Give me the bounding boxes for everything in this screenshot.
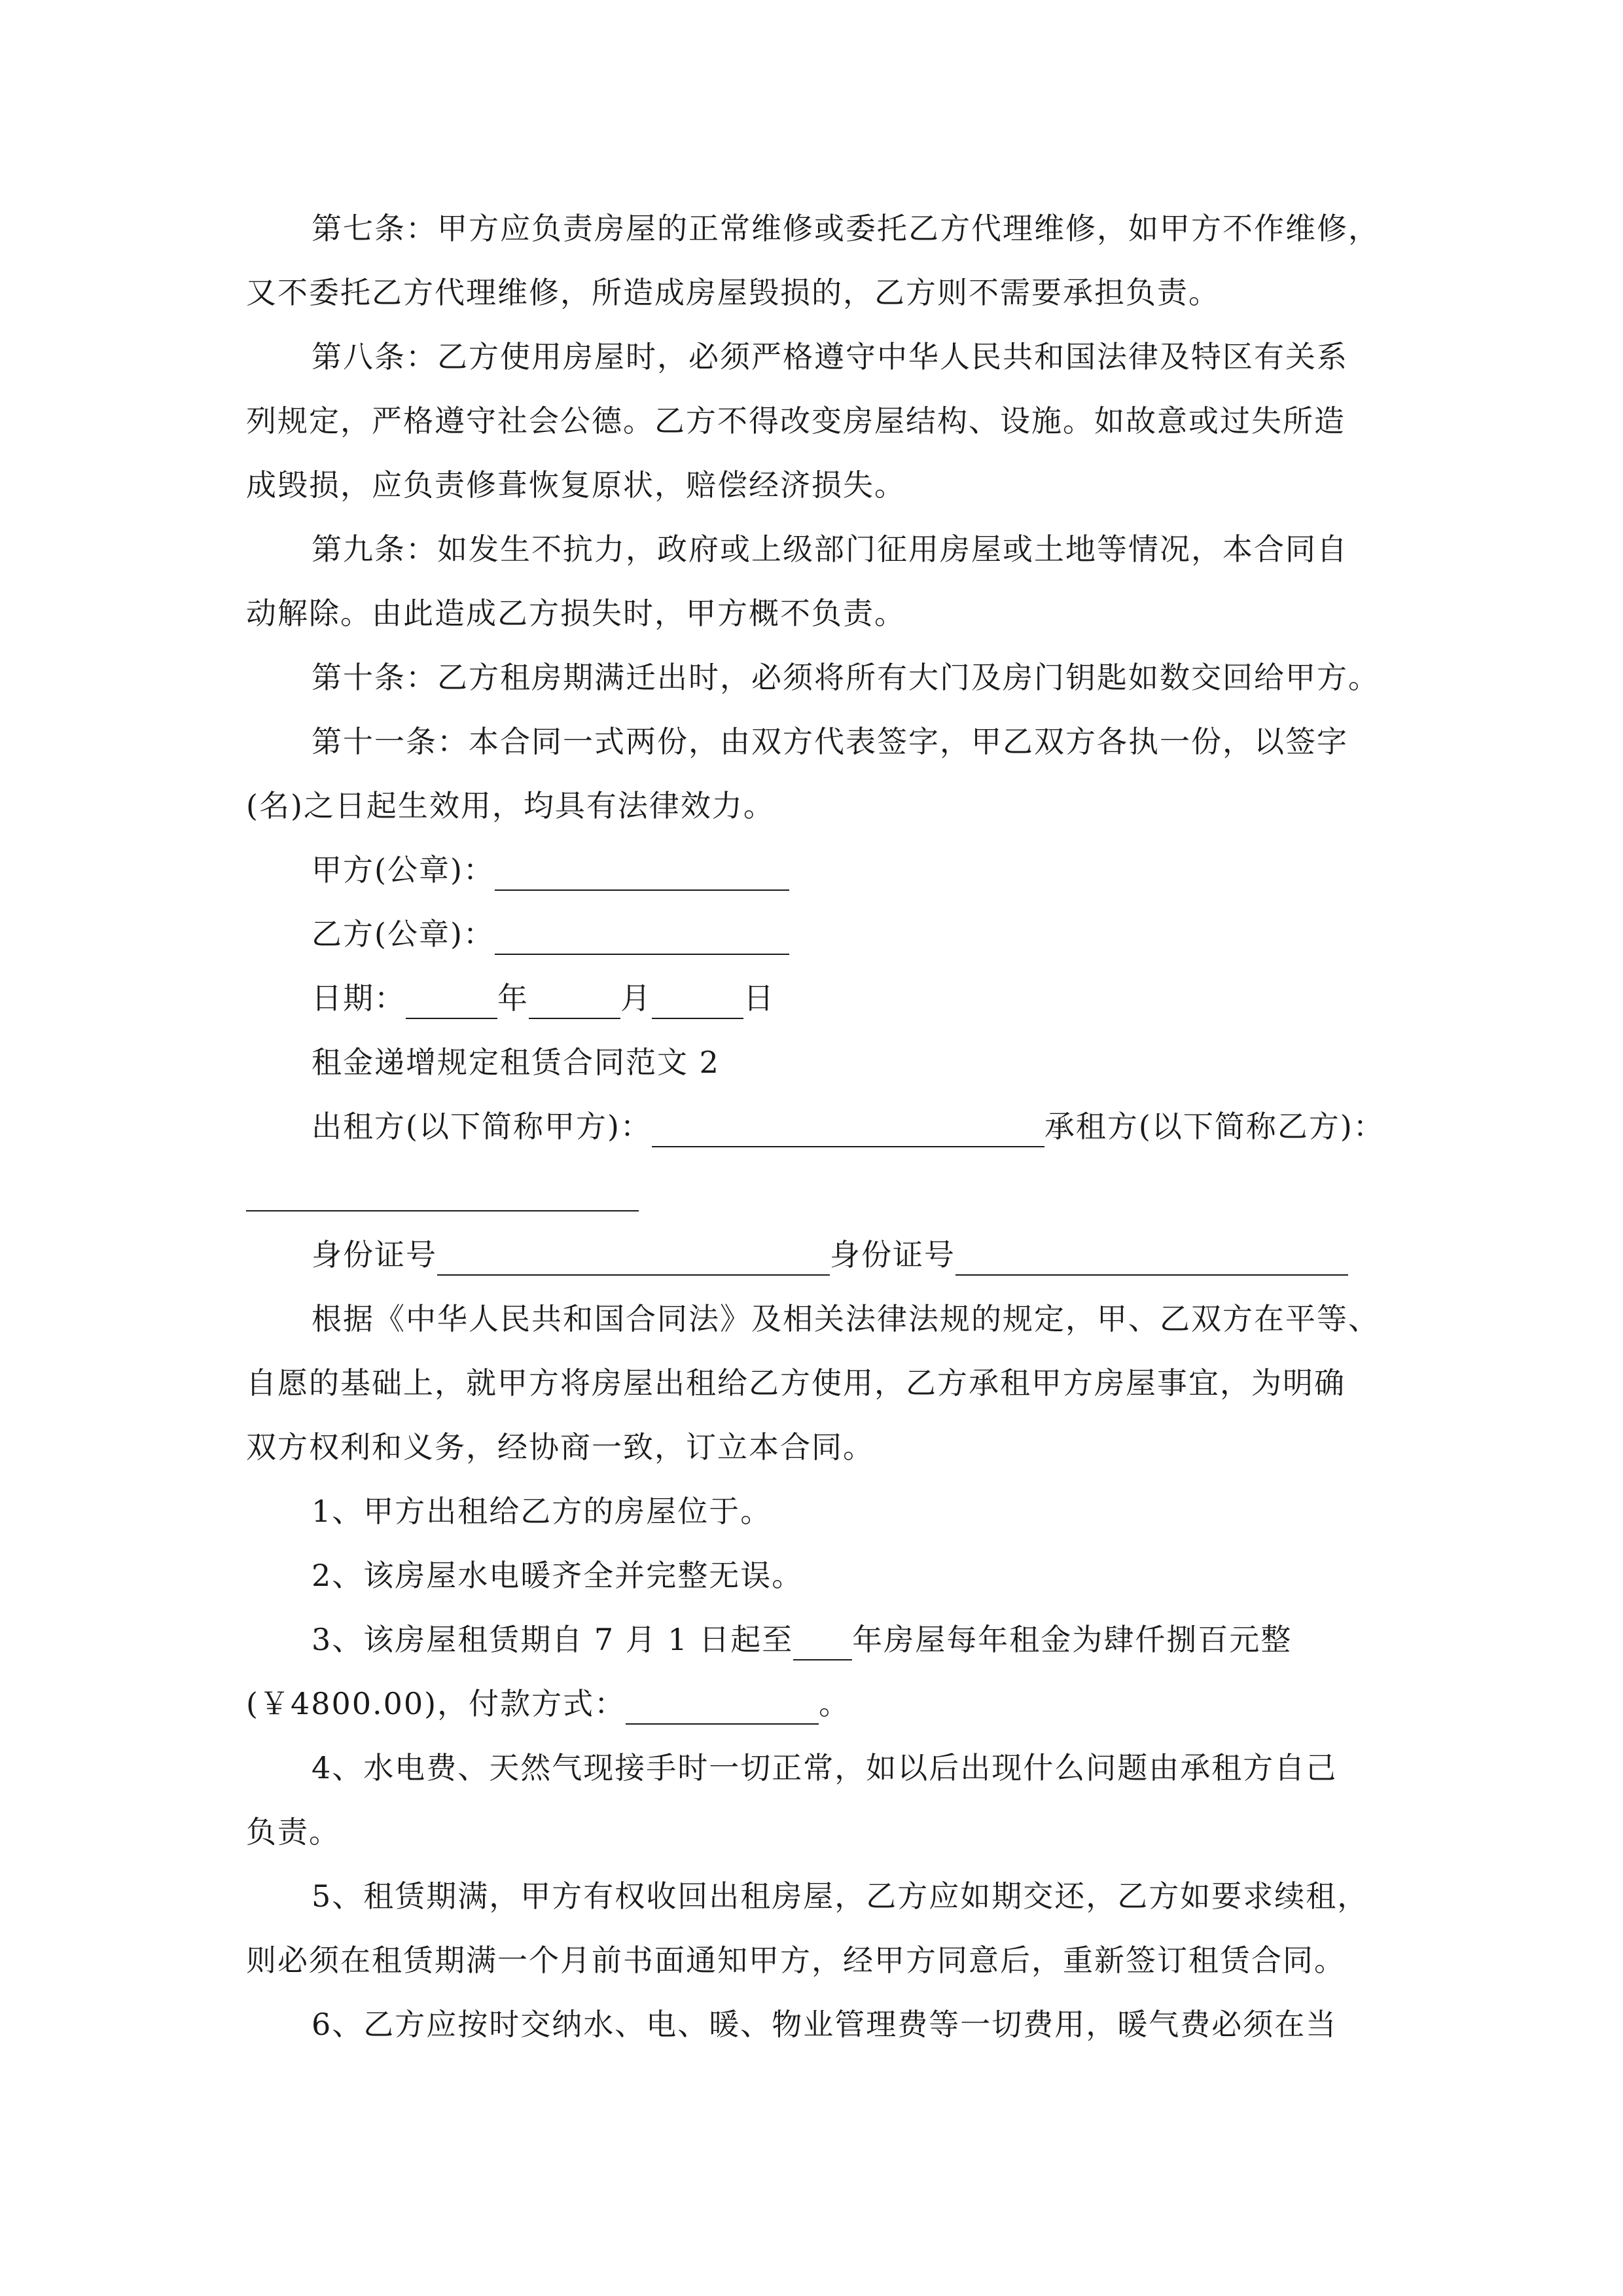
lessor-id-blank[interactable] xyxy=(437,1235,830,1276)
year-label: 年 xyxy=(497,980,529,1016)
item-3-text-c: (￥4800.00)，付款方式： xyxy=(246,1686,626,1721)
item-5-line-2: 则必须在租赁期满一个月前书面通知甲方，经甲方同意后，重新签订租赁合同。 xyxy=(246,1943,1346,1978)
document-page xyxy=(246,196,1385,2056)
day-blank[interactable] xyxy=(652,978,743,1019)
clause-7-line-2: 又不委托乙方代理维修，所造成房屋毁损的，乙方则不需要承担负责。 xyxy=(246,275,1220,310)
lessor-label: 出租方(以下简称甲方)： xyxy=(312,1109,652,1144)
item-6-line-1: 6、乙方应按时交纳水、电、暖、物业管理费等一切费用，暖气费必须在当 xyxy=(312,2007,1338,2042)
lessor-lessee-row xyxy=(246,1094,1385,1158)
clause-8-line-1: 第八条：乙方使用房屋时，必须严格遵守中华人民共和国法律及特区有关系 xyxy=(312,339,1348,374)
clause-9-line-2: 动解除。由此造成乙方损失时，甲方概不负责。 xyxy=(246,596,906,631)
payment-method-blank[interactable] xyxy=(626,1684,819,1725)
lessor-blank[interactable] xyxy=(652,1107,1044,1147)
id-number-row xyxy=(246,1223,1385,1287)
clause-10-line-1: 第十条：乙方租房期满迁出时，必须将所有大门及房门钥匙如数交回给甲方。 xyxy=(312,660,1380,695)
end-year-blank[interactable] xyxy=(793,1620,852,1660)
item-3-line-2 xyxy=(246,1672,1385,1736)
party-b-seal-blank[interactable] xyxy=(495,914,789,955)
party-b-seal-row xyxy=(246,902,1385,966)
preamble-line-1: 根据《中华人民共和国合同法》及相关法律法规的规定，甲、乙双方在平等、 xyxy=(312,1301,1380,1336)
party-a-seal-row xyxy=(246,838,1385,902)
date-row xyxy=(246,966,1385,1030)
section-2-title: 租金递增规定租赁合同范文 2 xyxy=(312,1045,720,1080)
item-4-line-1: 4、水电费、天然气现接手时一切正常，如以后出现什么问题由承租方自己 xyxy=(312,1750,1338,1785)
lessor-id-label: 身份证号 xyxy=(312,1237,437,1272)
clause-11-line-2: (名)之日起生效用，均具有法律效力。 xyxy=(246,788,775,823)
clause-9-line-1: 第九条：如发生不抗力，政府或上级部门征用房屋或土地等情况，本合同自 xyxy=(312,531,1348,567)
day-label: 日 xyxy=(743,980,775,1016)
party-a-seal-label: 甲方(公章)： xyxy=(312,852,495,888)
item-3-text-b: 年房屋每年租金为肆仟捌百元整 xyxy=(852,1622,1293,1657)
year-blank[interactable] xyxy=(406,978,497,1019)
party-b-seal-label: 乙方(公章)： xyxy=(312,916,495,952)
lessee-id-blank[interactable] xyxy=(955,1235,1348,1276)
preamble-line-3: 双方权利和义务，经协商一致，订立本合同。 xyxy=(246,1429,874,1465)
preamble-line-2: 自愿的基础上，就甲方将房屋出租给乙方使用，乙方承租甲方房屋事宜，为明确 xyxy=(246,1365,1346,1401)
item-1: 1、甲方出租给乙方的房屋位于。 xyxy=(312,1494,772,1529)
item-4-line-2: 负责。 xyxy=(246,1814,340,1850)
item-2: 2、该房屋水电暖齐全并完整无误。 xyxy=(312,1558,804,1593)
lessee-id-label: 身份证号 xyxy=(830,1237,955,1272)
clause-11-line-1: 第十一条：本合同一式两份，由双方代表签字，甲乙双方各执一份，以签字 xyxy=(312,724,1348,759)
item-3-line-1 xyxy=(246,1607,1385,1672)
lessee-label: 承租方(以下简称乙方)： xyxy=(1044,1109,1385,1144)
item-5-line-1: 5、租赁期满，甲方有权收回出租房屋，乙方应如期交还，乙方如要求续租， xyxy=(312,1878,1369,1914)
lessee-blank[interactable] xyxy=(246,1171,639,1211)
party-a-seal-blank[interactable] xyxy=(495,850,789,891)
month-label: 月 xyxy=(620,980,652,1016)
item-3-text-a: 3、该房屋租赁期自 7 月 1 日起至 xyxy=(312,1622,794,1657)
clause-8-line-2: 列规定，严格遵守社会公德。乙方不得改变房屋结构、设施。如故意或过失所造 xyxy=(246,403,1346,439)
clause-7-line-1: 第七条：甲方应负责房屋的正常维修或委托乙方代理维修，如甲方不作维修， xyxy=(312,211,1380,246)
clause-8-line-3: 成毁损，应负责修葺恢复原状，赔偿经济损失。 xyxy=(246,467,906,503)
item-3-text-d: 。 xyxy=(819,1686,851,1721)
month-blank[interactable] xyxy=(529,978,620,1019)
lessee-blank-row xyxy=(246,1158,1385,1223)
date-label: 日期： xyxy=(312,980,406,1016)
